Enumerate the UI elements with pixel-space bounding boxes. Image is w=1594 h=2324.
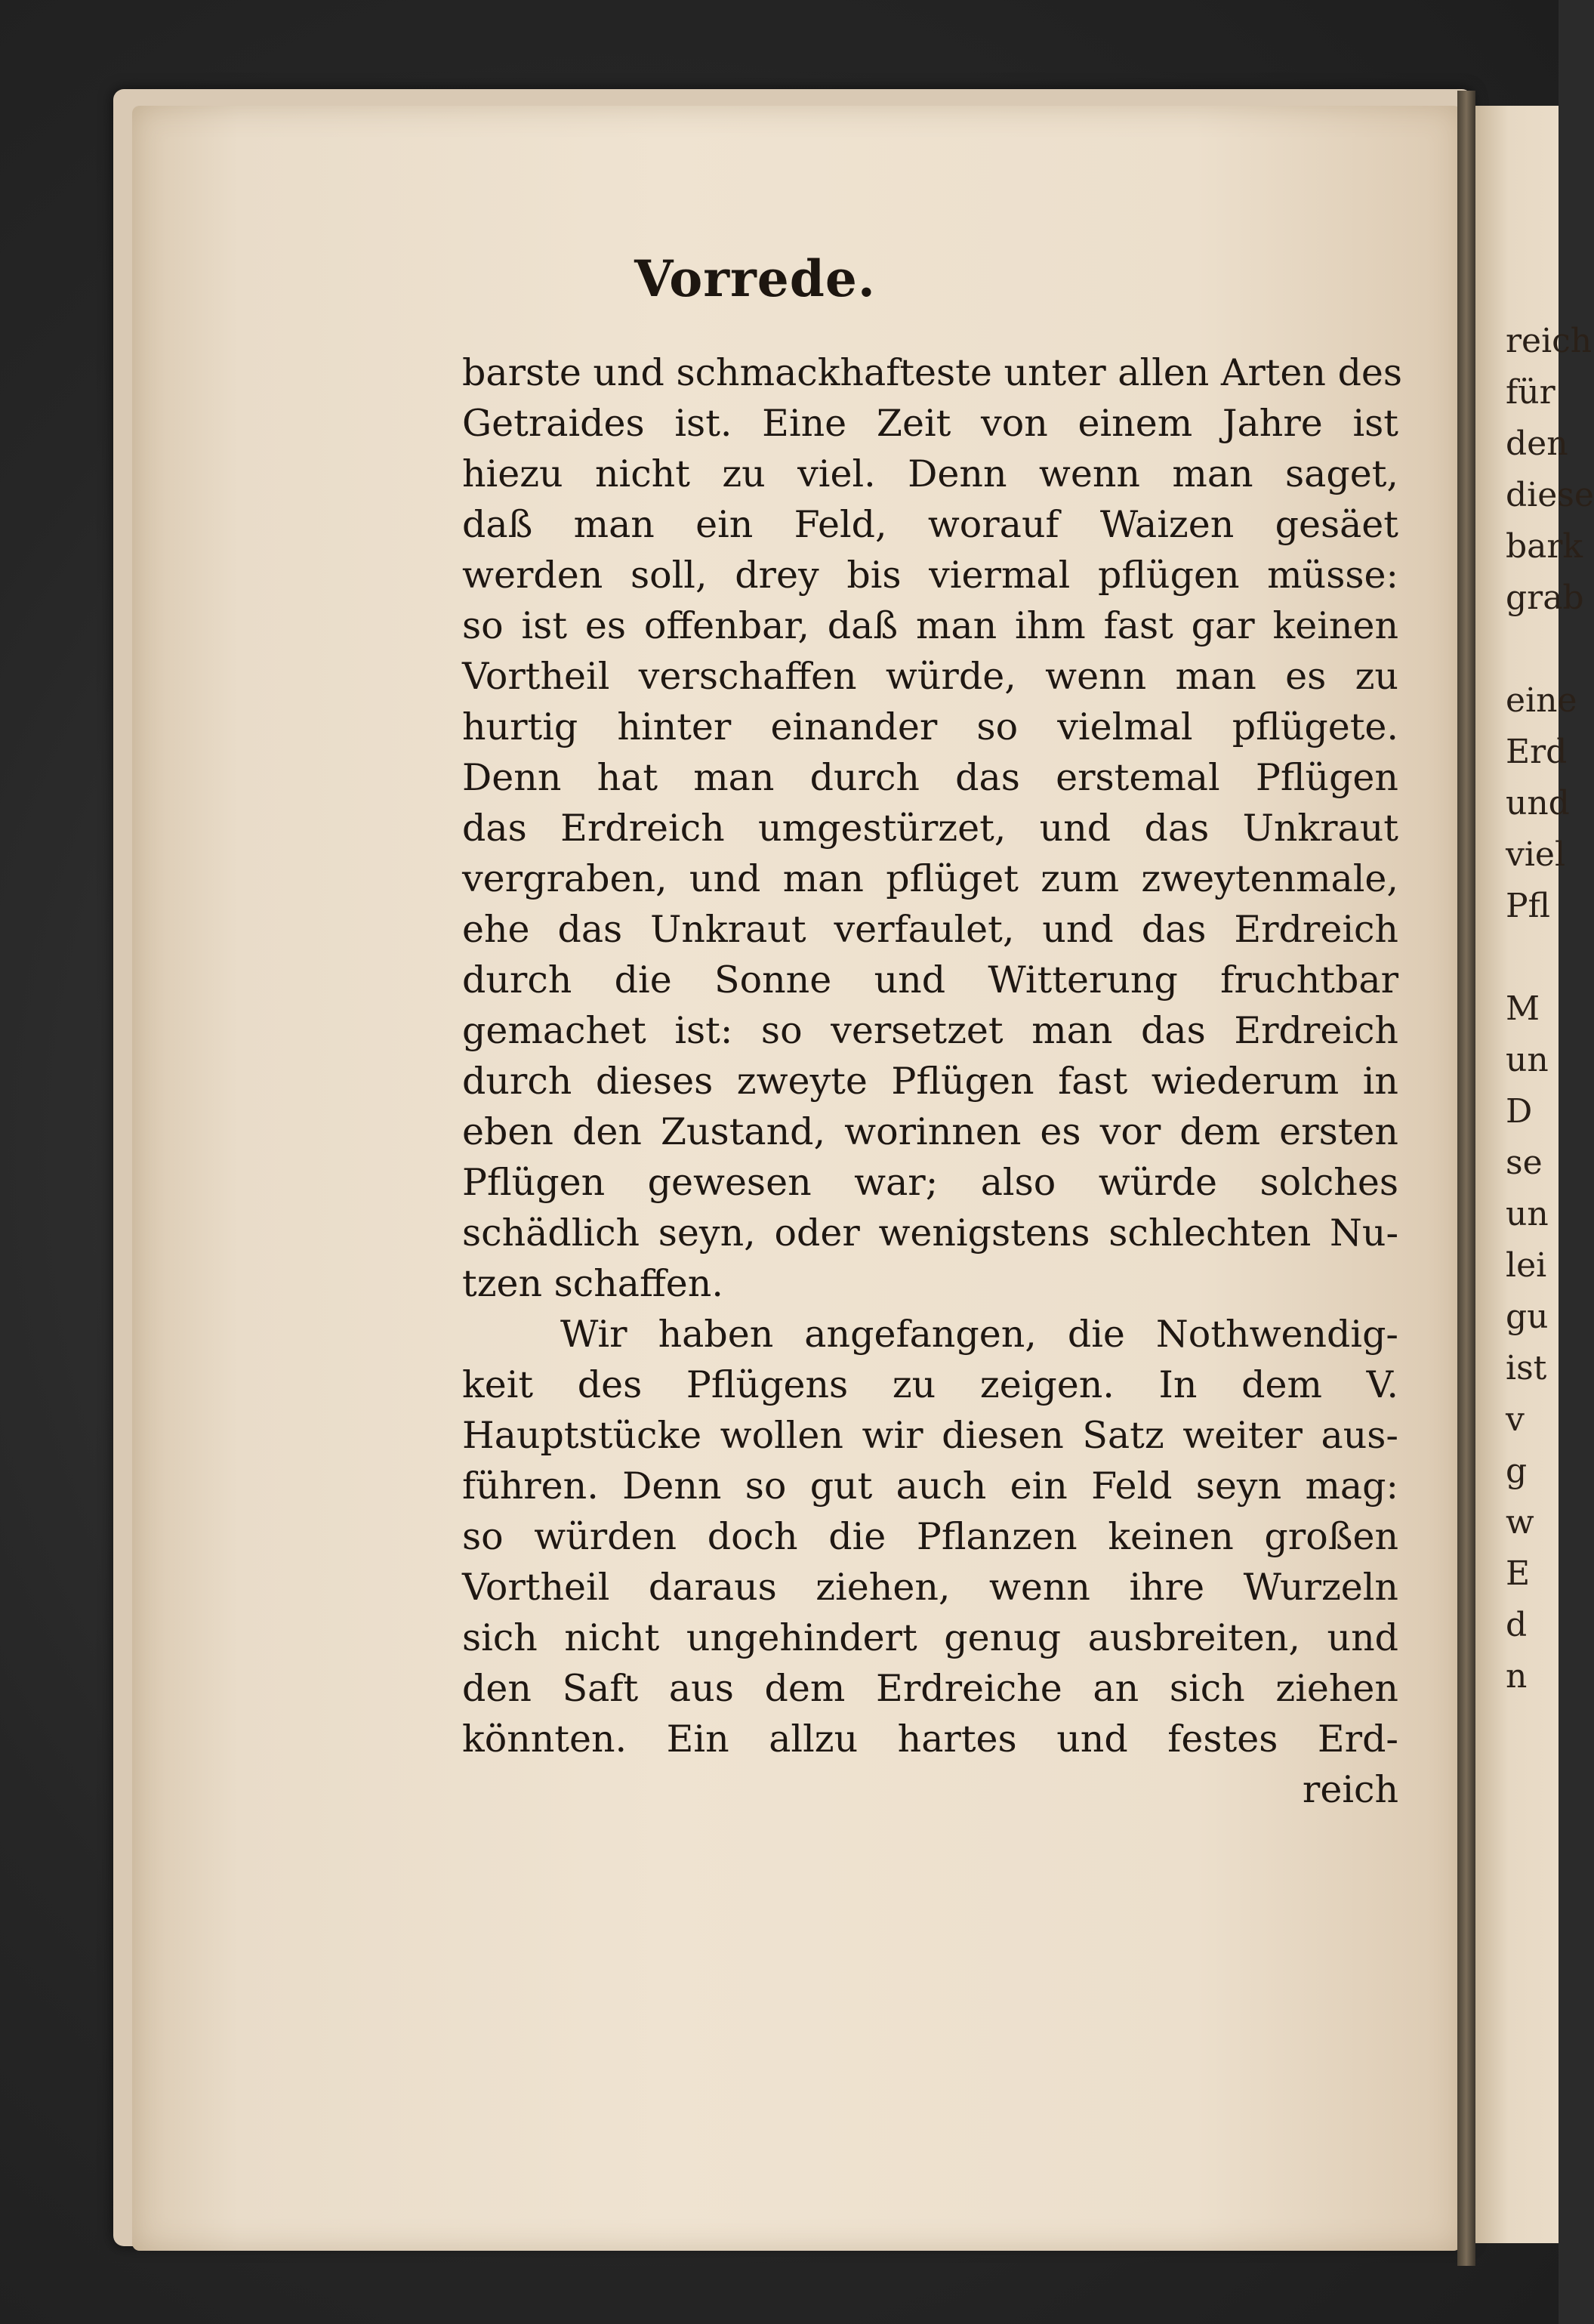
book-gutter xyxy=(1457,91,1475,2266)
text-line: hurtig hinter einander so vielmal pflügete. xyxy=(462,705,1398,748)
text-line: keit des Pflügens zu zeigen. In dem V. xyxy=(462,1363,1398,1406)
text-line: eben den Zustand, worinnen es vor dem ersten xyxy=(462,1110,1398,1153)
text-line: barste und schmackhafteste unter allen Arten des xyxy=(462,351,1403,394)
text-line: gemachet ist: so versetzet man das Erdreich xyxy=(462,1009,1398,1052)
text-line: Pflügen gewesen war; also würde solches xyxy=(462,1161,1398,1204)
text-line: durch die Sonne und Witterung fruchtbar xyxy=(462,958,1398,1002)
text-line: Vortheil verschaffen würde, wenn man es zu xyxy=(462,655,1398,698)
text-line: tzen schaffen. xyxy=(462,1262,723,1305)
catchword: reich xyxy=(1302,1768,1398,1811)
text-line: könnten. Ein allzu hartes und festes Erd- xyxy=(462,1718,1398,1761)
text-line: das Erdreich umgestürzet, und das Unkraut xyxy=(462,807,1398,850)
running-header: Vorrede. xyxy=(634,249,876,308)
text-line: vergraben, und man pflüget zum zweytenmale, xyxy=(462,857,1398,900)
text-line: daß man ein Feld, worauf Waizen gesäet xyxy=(462,503,1398,546)
text-line: so würden doch die Pflanzen keinen großen xyxy=(462,1515,1398,1558)
text-line: sich nicht ungehindert genug ausbreiten, und xyxy=(462,1616,1398,1659)
text-line: schädlich seyn, oder wenigstens schlechten Nu- xyxy=(462,1211,1398,1255)
text-line: ehe das Unkraut verfaulet, und das Erdreich xyxy=(462,908,1398,951)
text-line: Hauptstücke wollen wir diesen Satz weiter aus- xyxy=(462,1414,1398,1457)
body-text xyxy=(462,347,1403,1815)
text-line: Denn hat man durch das erstemal Pflügen xyxy=(462,756,1398,799)
facing-page-text: reich für den diese bark grab eine Erd und viel Pfl M un D se un lei gu ist v g w E d n xyxy=(1506,322,1594,1696)
text-line: durch dieses zweyte Pflügen fast wiederum in xyxy=(462,1060,1398,1103)
text-line: Getraides ist. Eine Zeit von einem Jahre ist xyxy=(462,402,1398,445)
text-line: den Saft aus dem Erdreiche an sich ziehen xyxy=(462,1667,1398,1710)
text-line: werden soll, drey bis viermal pflügen müsse: xyxy=(462,554,1398,597)
text-line: Wir haben angefangen, die Nothwendig- xyxy=(560,1313,1398,1356)
text-line: so ist es offenbar, daß man ihm fast gar keinen xyxy=(462,604,1398,647)
text-line: hiezu nicht zu viel. Denn wenn man saget, xyxy=(462,452,1398,495)
text-line: Vortheil daraus ziehen, wenn ihre Wurzeln xyxy=(462,1566,1398,1609)
text-line: führen. Denn so gut auch ein Feld seyn mag: xyxy=(462,1464,1398,1508)
